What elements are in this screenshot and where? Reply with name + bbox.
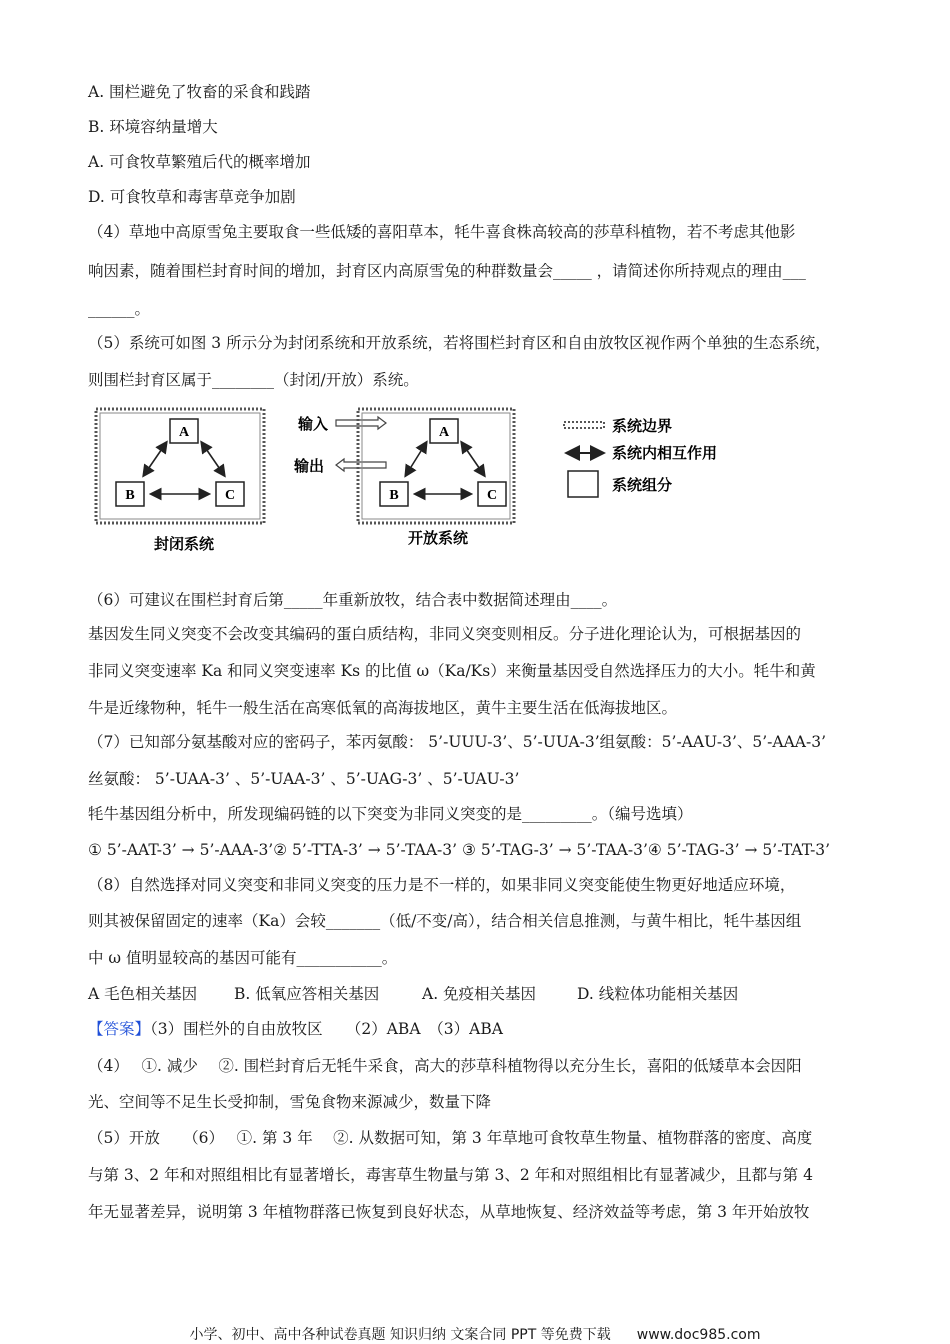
option-d: D. 线粒体功能相关基因 bbox=[577, 985, 739, 1003]
question-4: （4）草地中高原雪兔主要取食一些低矮的喜阳草本，牦牛喜食株高较高的莎草科植物，若不考虑其他影 bbox=[88, 223, 796, 241]
question-5-cont: 则围栏封育区属于________（封闭/开放）系统。 bbox=[88, 371, 419, 389]
option-line: D. 可食牧草和毒害草竞争加剧 bbox=[88, 188, 296, 206]
question-8-options bbox=[88, 984, 738, 1004]
answer-line: 年无显著差异，说明第 3 年植物群落已恢复到良好状态，从草地恢复、经济效益等考虑，第 3 年开始放牧 bbox=[88, 1203, 810, 1221]
mutation-options: ① 5’-AAT-3’ → 5’-AAA-3’② 5’-TTA-3’ → 5’-TAA-3’ ③ 5’-TAG-3’ → 5’-TAA-3’④ 5’-TAG-3’ → 5’-TAT-3’ bbox=[88, 841, 831, 859]
open-node-a-label: A bbox=[438, 425, 450, 440]
system-diagram bbox=[94, 405, 774, 555]
question-8-cont: 则其被保留固定的速率（Ka）会较_______（低/不变/高），结合相关信息推测，与黄牛相比，牦牛基因组 bbox=[88, 912, 802, 930]
input-arrow bbox=[336, 417, 386, 429]
question-5: （5）系统可如图 3 所示分为封闭系统和开放系统，若将围栏封育区和自由放牧区视作两个单独的生态系统， bbox=[88, 334, 831, 352]
answer-line: （4） ①. 减少 ②. 围栏封育后无牦牛采食，高大的莎草科植物得以充分生长，喜阳的低矮草本会因阳 bbox=[88, 1057, 802, 1075]
legend-interaction-label: 系统内相互作用 bbox=[612, 444, 718, 462]
question-8-cont: 中 ω 值明显较高的基因可能有___________。 bbox=[88, 949, 398, 967]
open-arrow-ac bbox=[462, 443, 484, 475]
input-label: 输入 bbox=[298, 415, 329, 433]
passage-line: 基因发生同义突变不会改变其编码的蛋白质结构，非同义突变则相反。分子进化理论认为，可根据基因的 bbox=[88, 625, 802, 643]
legend-boundary-label: 系统边界 bbox=[612, 417, 673, 435]
option-line: B. 环境容纳量增大 bbox=[88, 118, 218, 136]
open-node-c-label: C bbox=[486, 488, 498, 503]
open-node-b-label: B bbox=[389, 488, 399, 503]
answer-text: （3）围栏外的自由放牧区 （2）ABA （3）ABA bbox=[150, 1020, 503, 1038]
passage-line: 非同义突变速率 Ka 和同义突变速率 Ks 的比值 ω（Ka/Ks）来衡量基因受自然选择压力的大小。牦牛和黄 bbox=[88, 662, 816, 680]
passage-line: 牛是近缘物种，牦牛一般生活在高寒低氧的高海拔地区，黄牛主要生活在低海拔地区。 bbox=[88, 699, 678, 717]
closed-arrow-ab bbox=[144, 443, 166, 475]
question-8: （8）自然选择对同义突变和非同义突变的压力是不一样的，如果非同义突变能使生物更好地适应环境， bbox=[88, 876, 796, 894]
open-system bbox=[293, 409, 514, 547]
closed-system bbox=[96, 409, 264, 553]
option-c: A. 免疫相关基因 bbox=[422, 985, 537, 1003]
diagram-legend bbox=[564, 417, 717, 497]
page-footer bbox=[0, 1324, 950, 1344]
open-arrow-ab bbox=[406, 443, 426, 475]
output-arrow bbox=[336, 459, 386, 471]
question-6: （6）可建议在围栏封育后第_____年重新放牧，结合表中数据简述理由____。 bbox=[88, 591, 618, 609]
option-b: B. 低氧应答相关基因 bbox=[234, 985, 380, 1003]
option-a: A 毛色相关基因 bbox=[88, 985, 198, 1003]
answer-line: 与第 3、2 年和对照组相比有显著增长，毒害草生物量与第 3、2 年和对照组相比有显著减少，且都与第 4 bbox=[88, 1166, 813, 1184]
answer-line bbox=[88, 1019, 503, 1039]
option-line: A. 可食牧草繁殖后代的概率增加 bbox=[88, 153, 311, 171]
answer-line: （5）开放 （6） ①. 第 3 年 ②. 从数据可知，第 3 年草地可食牧草生物量、植物群落的密度、高度 bbox=[88, 1129, 813, 1147]
question-7: （7）已知部分氨基酸对应的密码子，苯丙氨酸： 5’-UUU-3’、5’-UUA-3’组氨酸：5’-AAU-3’、5’-AAA-3’ bbox=[88, 733, 827, 751]
answer-tag: 【答案】 bbox=[88, 1020, 151, 1038]
question-7-cont: 丝氨酸： 5’-UAA-3’ 、5’-UAA-3’ 、5’-UAG-3’ 、5’-UAU-3’ bbox=[88, 770, 520, 788]
question-4-cont: 响因素，随着围栏封育时间的增加，封育区内高原雪兔的种群数量会_____ ，请简述你所持观点的理由___ bbox=[88, 262, 806, 280]
footer-text: 小学、初中、高中各种试卷真题 知识归纳 文案合同 PPT 等免费下载 bbox=[189, 1327, 611, 1343]
legend-boundary-swatch bbox=[564, 422, 604, 428]
footer-url[interactable]: www.doc985.com bbox=[636, 1327, 761, 1343]
closed-node-b-label: B bbox=[125, 488, 135, 503]
question-7-cont: 牦牛基因组分析中，所发现编码链的以下突变为非同义突变的是_________。（编号选填） bbox=[88, 805, 693, 823]
answer-line: 光、空间等不足生长受抑制，雪兔食物来源减少，数量下降 bbox=[88, 1093, 492, 1111]
question-4-cont: ______。 bbox=[88, 300, 151, 318]
option-line: A. 围栏避免了牧畜的采食和践踏 bbox=[88, 83, 311, 101]
output-label: 输出 bbox=[294, 457, 325, 475]
legend-component-label: 系统组分 bbox=[612, 476, 673, 494]
closed-node-c-label: C bbox=[224, 488, 236, 503]
legend-component-swatch bbox=[568, 471, 598, 497]
open-system-title: 开放系统 bbox=[407, 529, 469, 547]
closed-system-title: 封闭系统 bbox=[153, 535, 215, 553]
closed-node-a-label: A bbox=[178, 425, 190, 440]
closed-arrow-ac bbox=[202, 443, 224, 475]
